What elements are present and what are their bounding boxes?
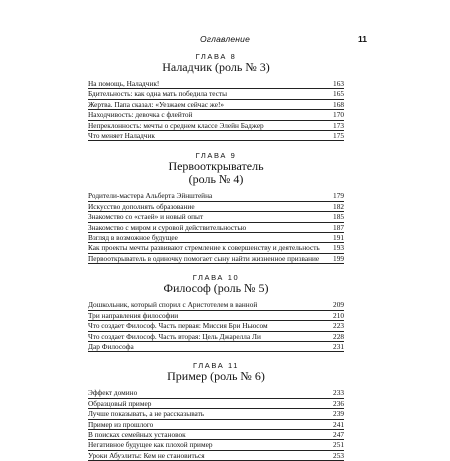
toc-entry[interactable] [88,121,344,131]
toc-entry-title: Знакомство с миром и суровой действительностью [88,222,247,232]
toc-entry[interactable] [88,388,344,398]
toc-entry[interactable] [88,100,344,110]
chapter-title [88,370,344,383]
toc-entry[interactable] [88,451,344,461]
toc-entry-page: 199 [333,253,344,263]
toc-entry-page: 193 [333,243,344,253]
toc-entry-title: Лучше показывать, а не рассказывать [88,409,205,419]
toc-entry-title: Первооткрыватель в одиночку помогает сыну найти жизненное призвание [88,253,320,263]
toc-entry-page: 253 [333,450,344,460]
chapter-title-line: Пример (роль № 6) [167,369,265,384]
toc-entry-title: Что создает Философ. Часть вторая: Цель Джарелла Ли [88,331,261,341]
toc-entry-title: Что меняет Наладчик [88,131,155,141]
toc-entry[interactable] [88,191,344,201]
toc-entry-page: 170 [333,110,344,120]
toc-entry-page: 175 [333,131,344,141]
toc-entry-title: В поисках семейных установок [88,429,186,439]
toc-entry-title: Находчивость: девочка с флейтой [88,110,193,120]
toc-entry-title: Пример из прошлого [88,419,154,429]
table-of-contents [88,52,344,461]
toc-entry[interactable] [88,110,344,120]
chapter-title [88,61,344,74]
toc-entry-page: 231 [333,341,344,351]
toc-entry-page: 223 [333,321,344,331]
toc-entry-page: 191 [333,233,344,243]
chapter-title-line: Наладчик (роль № 3) [162,60,270,74]
toc-entry-title: Эффект домино [88,388,138,398]
toc-entry-title: Как проекты мечты развивают стремление к совершенству и деятельность [88,243,320,253]
toc-entry-page: 241 [333,419,344,429]
toc-entry-title: Непреклонность: мечты о среднем классе Элейн Баджер [88,120,264,130]
chapter-block [88,52,344,141]
toc-entry-page: 168 [333,99,344,109]
page-header [0,34,450,46]
chapter-label: ГЛАВА 9 [195,151,237,161]
toc-entry-page: 179 [333,191,344,201]
toc-entry-page: 251 [333,440,344,450]
toc-entry-page: 163 [333,79,344,88]
toc-entry-title: Образцовый пример [88,398,152,408]
toc-entry[interactable] [88,254,344,264]
toc-entry[interactable] [88,321,344,331]
toc-entry[interactable] [88,300,344,310]
toc-entry[interactable] [88,420,344,430]
toc-entry-page: 236 [333,398,344,408]
toc-entry-page: 228 [333,331,344,341]
toc-entry[interactable] [88,79,344,89]
toc-entry[interactable] [88,243,344,253]
toc-entry[interactable] [88,311,344,321]
toc-entry-page: 182 [333,201,344,211]
toc-entry[interactable] [88,332,344,342]
toc-entry-page: 209 [333,300,344,310]
chapter-block [88,361,344,461]
toc-entry-title: Искусство дополнять образование [88,201,195,211]
toc-entry-title: Негативное будущее как плохой пример [88,440,213,450]
toc-entry-title: Дошкольник, который спорил с Аристотелем в ванной [88,300,258,310]
toc-entry[interactable] [88,399,344,409]
chapter-label: ГЛАВА 8 [195,52,237,61]
toc-entry-title: Уроки Абуэлиты: Кем не становиться [88,450,205,460]
toc-entry[interactable] [88,409,344,419]
toc-entry-title: Что создает Философ. Часть первая: Миссия Бри Ньюсом [88,321,268,331]
toc-entry-title: Знакомство со «стаей» и новый опыт [88,212,204,222]
toc-entry-title: Взгляд в возможное будущее [88,233,178,243]
toc-entry[interactable] [88,223,344,233]
chapter-block [88,273,344,352]
toc-entry[interactable] [88,440,344,450]
toc-entry[interactable] [88,202,344,212]
toc-entry[interactable] [88,342,344,352]
chapter-title [88,282,344,295]
chapter-title [88,160,344,186]
toc-entry-title: На помощь, Наладчик! [88,79,160,88]
chapter-block [88,151,344,264]
toc-entry[interactable] [88,233,344,243]
toc-entry[interactable] [88,89,344,99]
toc-entry-title: Три направления философии [88,310,179,320]
toc-entry-page: 165 [333,89,344,99]
toc-entry-title: Дар Философа [88,341,134,351]
chapter-title-line: Первооткрыватель [168,159,264,174]
toc-entry-page: 233 [333,388,344,398]
toc-entry[interactable] [88,212,344,222]
toc-entry-title: Бдительность: как одна мать победила тесты [88,89,228,99]
toc-entry-page: 239 [333,409,344,419]
running-title: Оглавление [199,34,251,44]
toc-entry-page: 247 [333,429,344,439]
toc-entry-title: Родители-мастера Альберта Эйнштейна [88,191,213,201]
toc-entry-page: 173 [333,120,344,130]
toc-entry[interactable] [88,131,344,141]
chapter-label: ГЛАВА 10 [192,273,240,283]
chapter-title-line: (роль № 4) [188,172,244,187]
chapter-title-line: Философ (роль № 5) [163,281,269,296]
page-number: 11 [358,34,367,44]
toc-entry-page: 210 [333,310,344,320]
toc-entry-page: 185 [333,212,344,222]
toc-entry[interactable] [88,430,344,440]
toc-entry-page: 187 [333,222,344,232]
chapter-label: ГЛАВА 11 [193,361,239,371]
toc-entry-title: Жертва. Папа сказал: «Уезжаем сейчас же!» [88,99,225,109]
